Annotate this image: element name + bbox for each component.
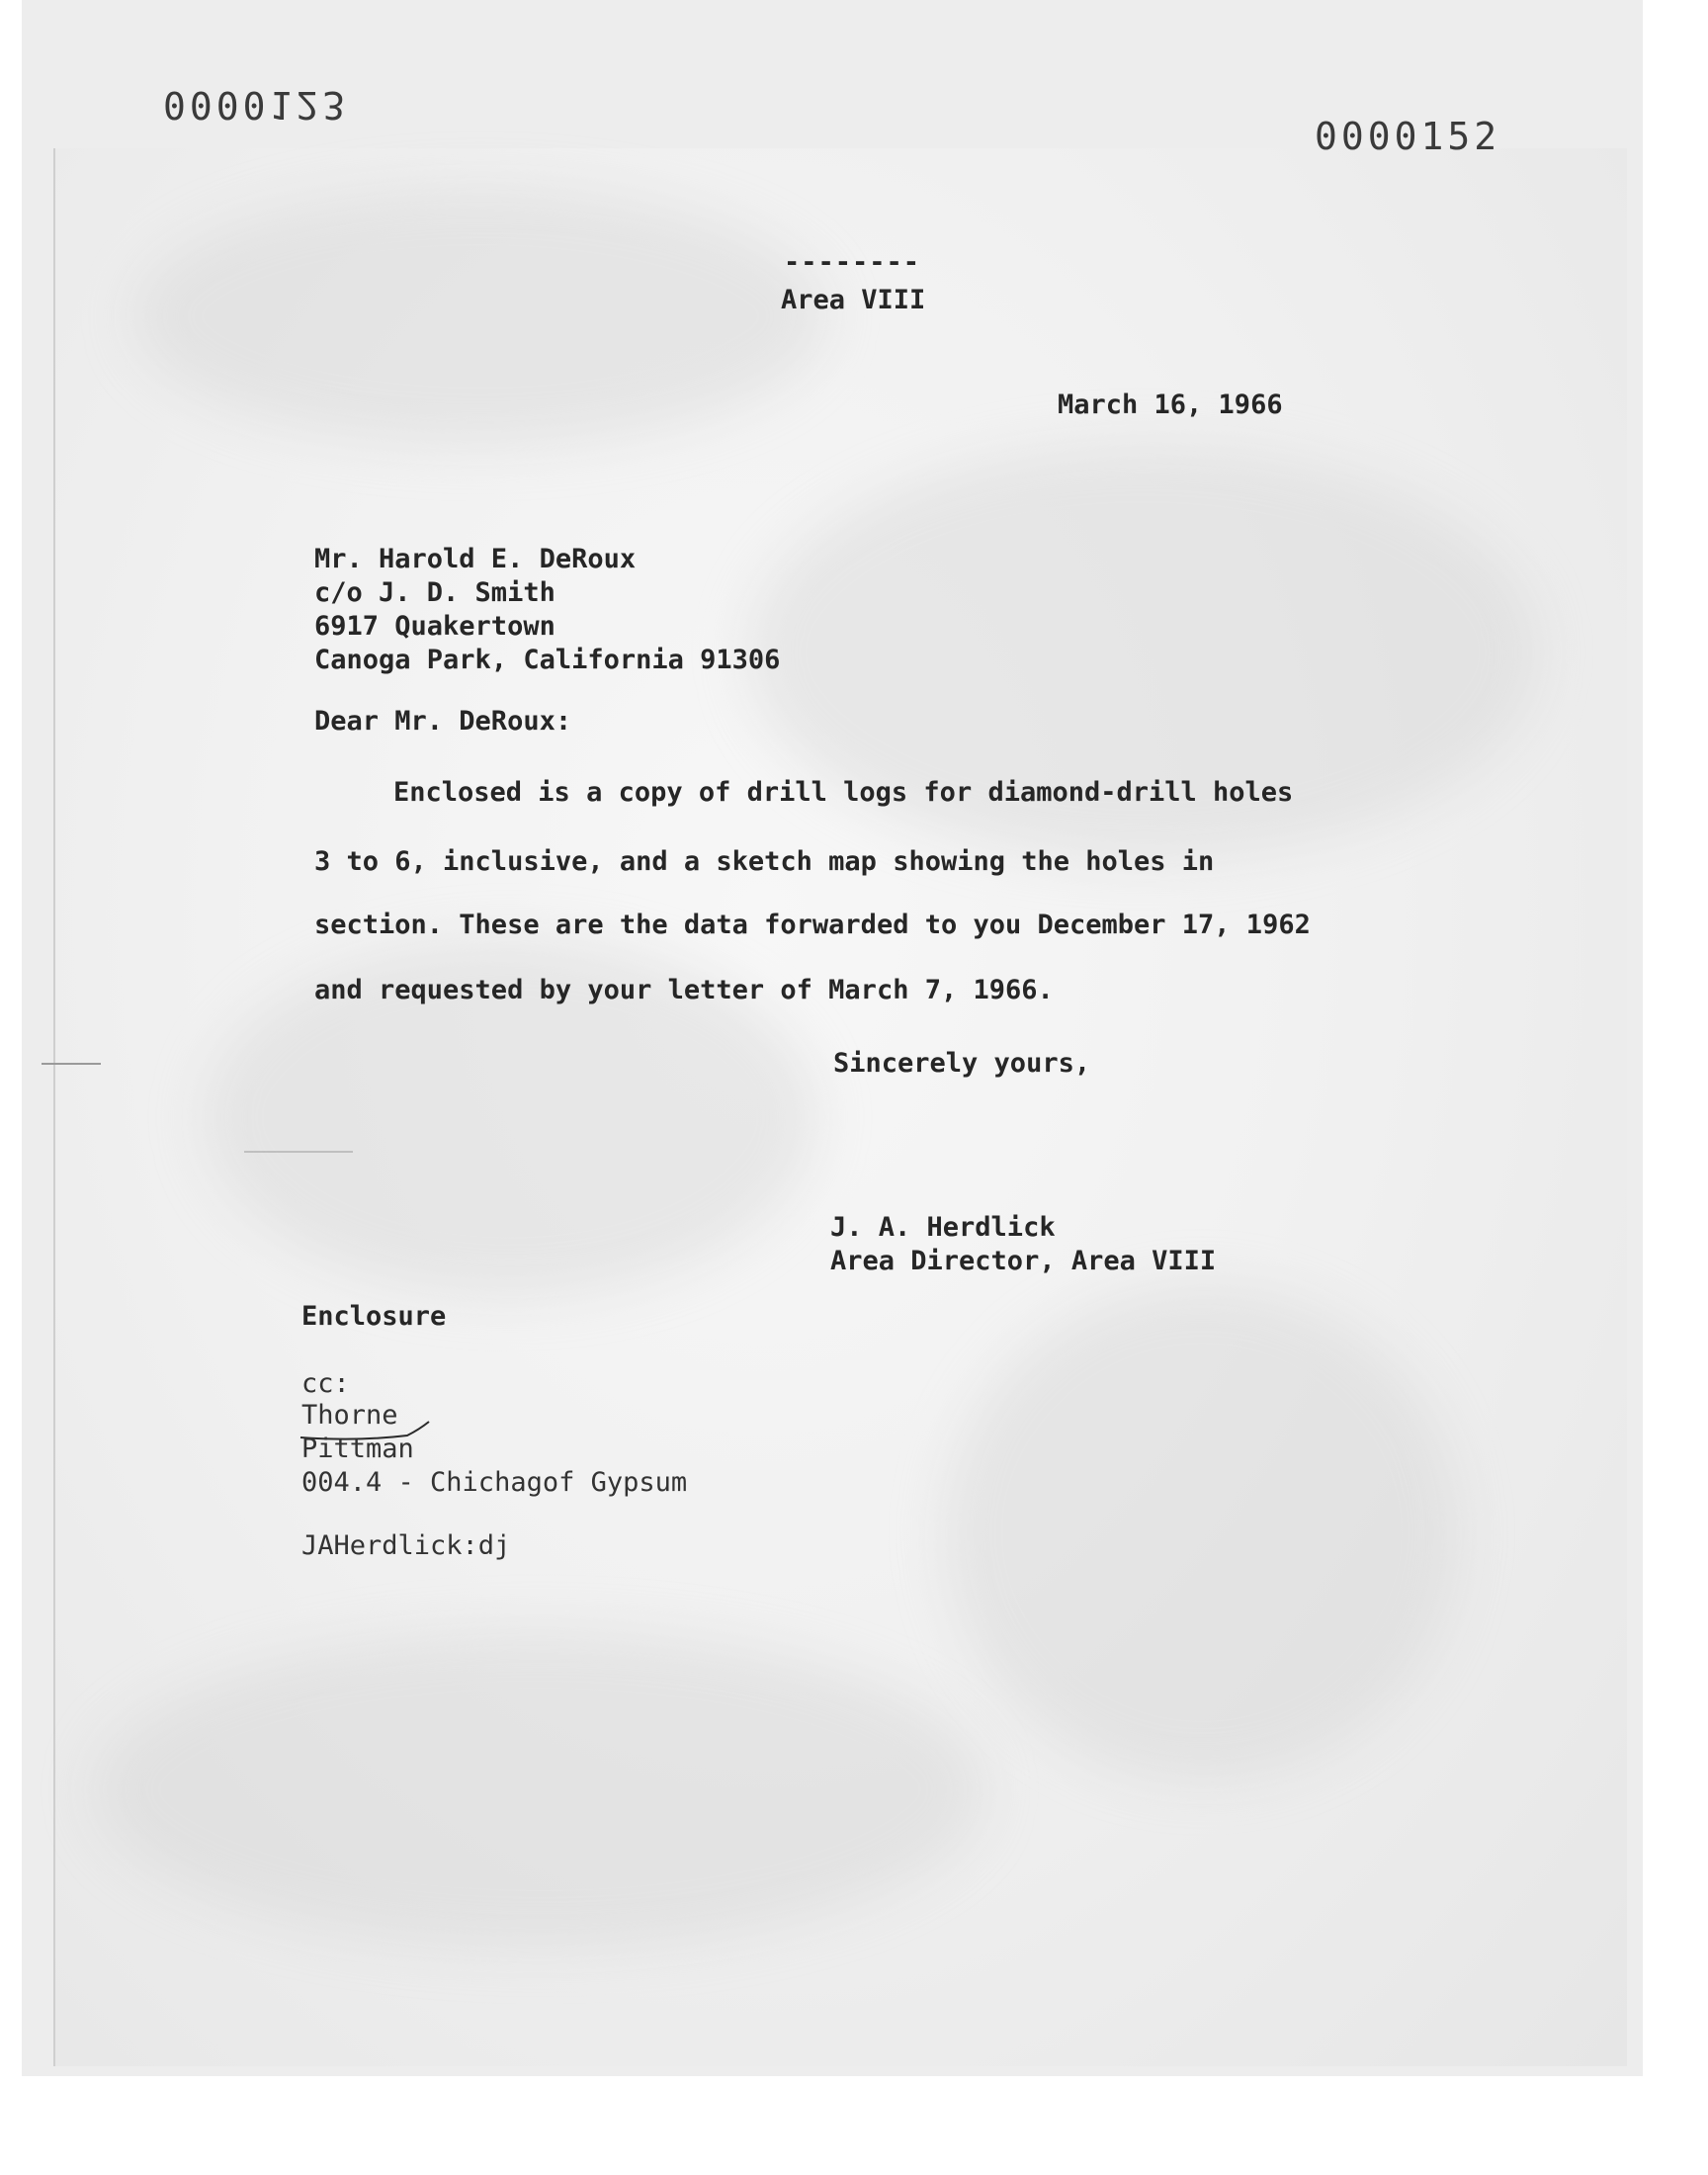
document-number-stamp-mirrored: 0000123 — [163, 83, 350, 127]
cc-file-reference: 004.4 - Chichagof Gypsum — [301, 1467, 688, 1498]
body-line: section. These are the data forwarded to you December 17, 1962 — [314, 910, 1311, 940]
scan-artifact — [244, 1151, 353, 1153]
signer-name: J. A. Herdlick — [830, 1212, 1056, 1243]
letter-sheet — [55, 148, 1627, 2066]
letter-date: March 16, 1966 — [1058, 390, 1283, 420]
enclosure-note: Enclosure — [301, 1301, 447, 1332]
recipient-street: 6917 Quakertown — [314, 611, 555, 642]
document-number-stamp: 0000152 — [1315, 115, 1501, 158]
recipient-city: Canoga Park, California 91306 — [314, 645, 781, 675]
scan-artifact — [42, 1063, 101, 1065]
header-rule: -------- — [784, 247, 921, 278]
cc-recipient: Pittman — [301, 1434, 414, 1464]
signer-title: Area Director, Area VIII — [830, 1246, 1217, 1276]
recipient-care-of: c/o J. D. Smith — [314, 577, 555, 608]
salutation: Dear Mr. DeRoux: — [314, 706, 572, 737]
closing: Sincerely yours, — [833, 1048, 1091, 1079]
body-line: 3 to 6, inclusive, and a sketch map showing the holes in — [314, 846, 1215, 877]
body-line: Enclosed is a copy of drill logs for diamond-drill holes — [393, 777, 1294, 808]
cc-recipient: Thorne — [301, 1400, 398, 1431]
header-area: Area VIII — [781, 285, 926, 315]
reference-initials: JAHerdlick:dj — [301, 1530, 511, 1561]
body-line: and requested by your letter of March 7, 1966. — [314, 975, 1054, 1005]
cc-label: cc: — [301, 1368, 350, 1399]
recipient-name: Mr. Harold E. DeRoux — [314, 544, 637, 574]
